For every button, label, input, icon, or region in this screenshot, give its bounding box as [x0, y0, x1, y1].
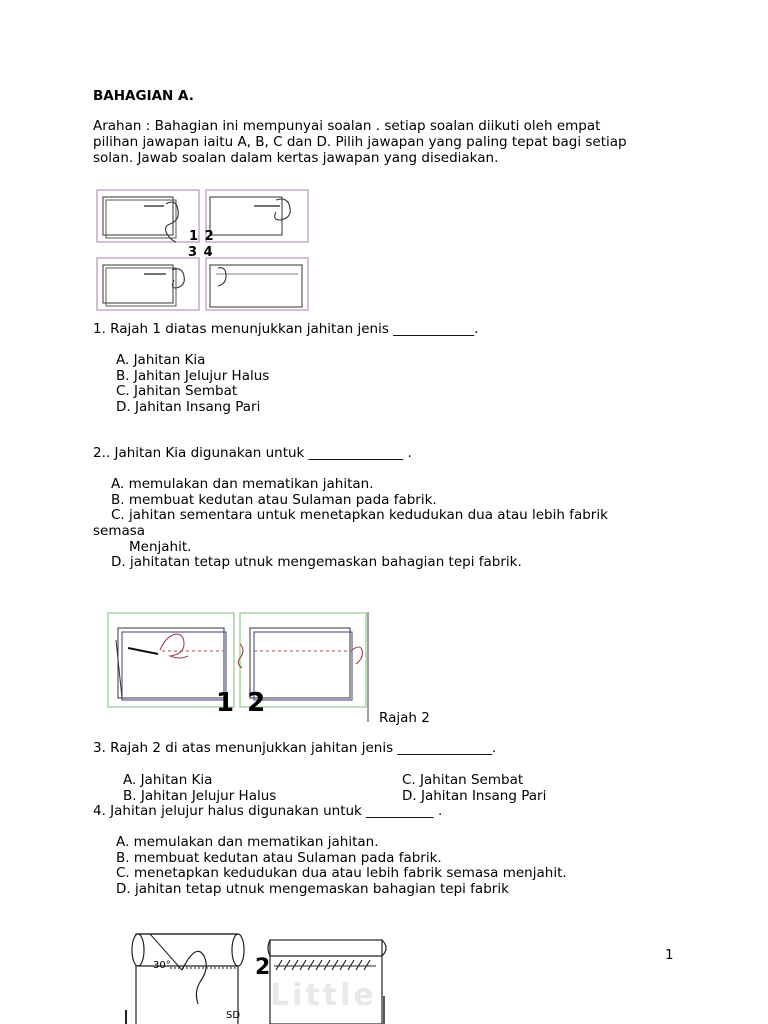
- question-1-option-a: A. Jahitan Kia: [116, 352, 206, 368]
- question-2-stem: 2.. Jahitan Kia digunakan untuk ______________ .: [93, 445, 412, 461]
- question-2-option-c-continued: Menjahit.: [129, 539, 192, 555]
- question-3-option-d: D. Jahitan Insang Pari: [402, 788, 547, 804]
- question-2-option-b: B. membuat kedutan atau Sulaman pada fabrik.: [111, 492, 437, 508]
- figure-3-number: 2: [255, 955, 271, 980]
- figure-3-mark: SD: [226, 1010, 241, 1021]
- question-2-option-c-wrap: semasa: [93, 523, 146, 539]
- question-1-option-d: D. Jahitan Insang Pari: [116, 399, 261, 415]
- question-3-option-a: A. Jahitan Kia: [123, 772, 213, 788]
- question-4-option-b: B. membuat kedutan atau Sulaman pada fabrik.: [116, 850, 442, 866]
- question-1-option-c: C. Jahitan Sembat: [116, 383, 238, 399]
- instructions-line-2: pilihan jawapan iaitu A, B, C dan D. Pilih jawapan yang paling tepat bagi setiap: [93, 134, 627, 150]
- instructions-line-3: solan. Jawab soalan dalam kertas jawapan yang disediakan.: [93, 150, 499, 166]
- instructions-line-1: Arahan : Bahagian ini mempunyai soalan . setiap soalan diikuti oleh empat: [93, 118, 601, 134]
- question-3-stem: 3. Rajah 2 di atas menunjukkan jahitan jenis ______________.: [93, 740, 497, 756]
- question-1-stem: 1. Rajah 1 diatas menunjukkan jahitan jenis ____________.: [93, 321, 479, 337]
- question-2-option-a: A. memulakan dan mematikan jahitan.: [111, 476, 374, 492]
- question-2-option-d: D. jahitatan tetap utnuk mengemaskan bahagian tepi fabrik.: [111, 554, 522, 570]
- question-4-option-a: A. memulakan dan mematikan jahitan.: [116, 834, 379, 850]
- figure-1-label-top: 1 2: [189, 229, 215, 244]
- figure-2-numbers: 1 2: [216, 688, 268, 718]
- question-3-option-b: B. Jahitan Jelujur Halus: [123, 788, 277, 804]
- question-4-option-d: D. jahitan tetap utnuk mengemaskan bahagian tepi fabrik: [116, 881, 509, 897]
- question-4-stem: 4. Jahitan jelujur halus digunakan untuk __________ .: [93, 803, 443, 819]
- figure-3-watermark: Little: [270, 978, 377, 1013]
- question-3-option-c: C. Jahitan Sembat: [402, 772, 524, 788]
- figure-1-label-bottom: 3 4: [188, 245, 214, 260]
- question-1-option-b: B. Jahitan Jelujur Halus: [116, 368, 270, 384]
- question-2-option-c: C. jahitan sementara untuk menetapkan kedudukan dua atau lebih fabrik: [111, 507, 608, 523]
- section-heading: BAHAGIAN A.: [93, 88, 194, 104]
- question-4-option-c: C. menetapkan kedudukan dua atau lebih fabrik semasa menjahit.: [116, 865, 567, 881]
- page-number: 1: [665, 947, 674, 963]
- figure-3-angle-label: 30°: [153, 960, 171, 971]
- figure-2-caption: Rajah 2: [379, 710, 430, 726]
